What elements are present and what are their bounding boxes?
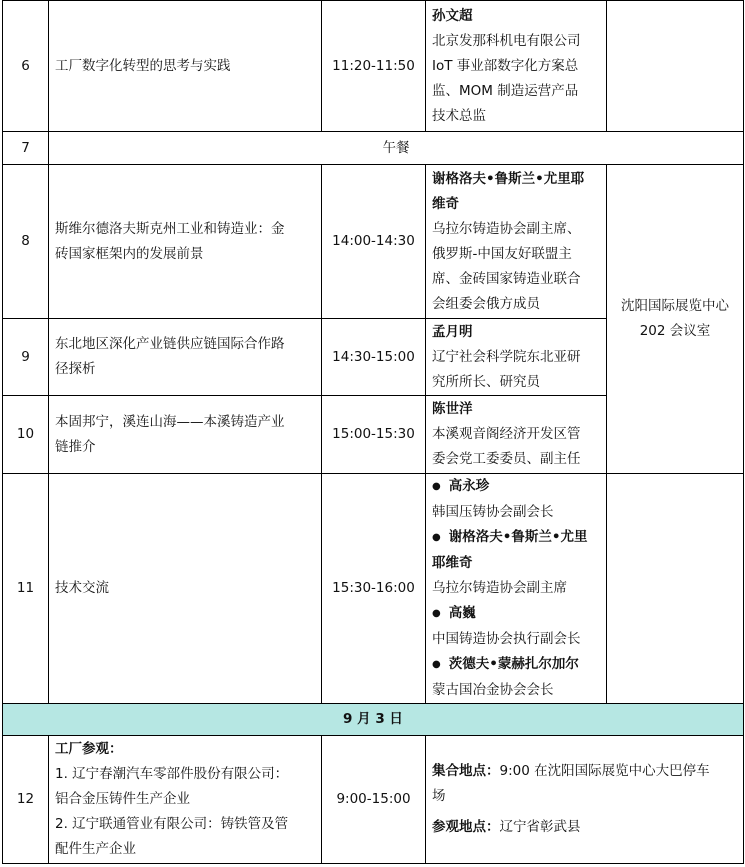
speaker-name: ● 高永珍 bbox=[432, 474, 600, 500]
table-row bbox=[3, 132, 744, 165]
row-topic bbox=[49, 165, 322, 319]
topic-line: 2. 辽宁联通管业有限公司：铸铁管及管 bbox=[55, 816, 289, 832]
speaker-title-line: 技术总监 bbox=[432, 107, 486, 124]
row-speaker bbox=[426, 319, 607, 396]
visit-location-label: 参观地点： bbox=[432, 819, 500, 835]
topic-line: 配件生产企业 bbox=[55, 841, 136, 857]
speaker-title-line: 委会党工委委员、副主任 bbox=[432, 451, 581, 467]
speaker-name: 孟月明 bbox=[432, 323, 473, 340]
row-number: 12 bbox=[3, 736, 49, 864]
row-topic bbox=[49, 736, 322, 864]
speaker-title-line: 乌拉尔铸造协会副主席、 bbox=[432, 220, 581, 237]
speaker-title-line: 究所所长、研究员 bbox=[432, 373, 540, 390]
row-number: 9 bbox=[3, 319, 49, 396]
speaker-name: 耶维奇 bbox=[432, 555, 473, 571]
row-topic bbox=[49, 319, 322, 396]
venue-cell-empty bbox=[607, 1, 744, 132]
row-number: 6 bbox=[3, 1, 49, 132]
venue-cell-empty bbox=[607, 474, 744, 704]
meeting-point-label: 集合地点： bbox=[432, 763, 500, 779]
speaker-title-line: 监、MOM 制造运营产品 bbox=[432, 82, 579, 99]
table-row bbox=[3, 474, 744, 704]
speaker-title-line: IoT 事业部数字化方案总 bbox=[432, 57, 579, 74]
topic-line: 本固邦宁，溪连山海——本溪铸造产业 bbox=[55, 413, 285, 430]
speaker-name: ● 谢格洛夫•鲁斯兰•尤里 bbox=[432, 525, 600, 551]
row-speaker bbox=[426, 165, 607, 319]
venue bbox=[607, 165, 744, 474]
speaker-title-line: 本溪观音阁经济开发区管 bbox=[432, 426, 581, 442]
visit-title: 工厂参观： bbox=[55, 741, 123, 757]
meeting-point-cont: 场 bbox=[432, 788, 446, 804]
table-row bbox=[3, 736, 744, 864]
speaker-title-line: 俄罗斯-中国友好联盟主 bbox=[432, 245, 572, 262]
speaker-name: ● 高巍 bbox=[432, 601, 600, 627]
topic-line: 斯维尔德洛夫斯克州工业和铸造业：金 bbox=[55, 220, 285, 237]
row-number: 7 bbox=[3, 132, 49, 165]
table-row bbox=[3, 165, 744, 319]
row-speaker bbox=[426, 396, 607, 474]
visit-location bbox=[432, 815, 737, 840]
meeting-point bbox=[432, 759, 737, 784]
row-topic: 工厂数字化转型的思考与实践 bbox=[49, 1, 322, 132]
topic-line: 砖国家框架内的发展前景 bbox=[55, 245, 204, 262]
topic-line: 东北地区深化产业链供应链国际合作路 bbox=[55, 336, 285, 352]
row-number: 8 bbox=[3, 165, 49, 319]
schedule-table bbox=[2, 0, 744, 864]
row-topic: 技术交流 bbox=[49, 474, 322, 704]
day-header: 9 月 3 日 bbox=[3, 704, 744, 736]
row-topic bbox=[49, 396, 322, 474]
topic-line: 链推介 bbox=[55, 438, 96, 455]
topic-line: 1. 辽宁春潮汽车零部件股份有限公司： bbox=[55, 766, 289, 782]
speaker-title-line: 席、金砖国家铸造业联合 bbox=[432, 270, 581, 287]
meeting-info bbox=[426, 736, 744, 864]
topic-line: 径探析 bbox=[55, 361, 96, 377]
row-time: 9:00-15:00 bbox=[322, 736, 426, 864]
speaker-title-line: 韩国压铸协会副会长 bbox=[432, 504, 554, 520]
speaker-title-line: 北京发那科机电有限公司 bbox=[432, 32, 581, 49]
speaker-name: 陈世洋 bbox=[432, 401, 473, 417]
table-row bbox=[3, 1, 744, 132]
row-number: 11 bbox=[3, 474, 49, 704]
row-time: 15:00-15:30 bbox=[322, 396, 426, 474]
speaker-title-line: 蒙古国冶金协会会长 bbox=[432, 682, 554, 698]
speaker-name: 孙文超 bbox=[432, 7, 473, 24]
row-speaker bbox=[426, 1, 607, 132]
speaker-title-line: 中国铸造协会执行副会长 bbox=[432, 631, 581, 647]
speaker-name: 维奇 bbox=[432, 195, 459, 212]
speaker-title-line: 辽宁社会科学院东北亚研 bbox=[432, 348, 581, 365]
visit-location-value: 辽宁省彰武县 bbox=[499, 819, 581, 835]
row-time: 11:20-11:50 bbox=[322, 1, 426, 132]
venue-line: 202 会议室 bbox=[639, 323, 711, 339]
topic-line: 铝合金压铸件生产企业 bbox=[55, 791, 190, 807]
row-speakers bbox=[426, 474, 607, 704]
lunch-break: 午餐 bbox=[49, 132, 744, 165]
speaker-name: ● 茨德夫•蒙赫扎尔加尔 bbox=[432, 652, 600, 678]
speaker-title-line: 乌拉尔铸造协会副主席 bbox=[432, 580, 567, 596]
meeting-point-value: 9:00 在沈阳国际展览中心大巴停车 bbox=[499, 763, 710, 779]
venue-line: 沈阳国际展览中心 bbox=[621, 298, 729, 314]
day-header-row bbox=[3, 704, 744, 736]
row-time: 14:30-15:00 bbox=[322, 319, 426, 396]
row-time: 15:30-16:00 bbox=[322, 474, 426, 704]
speaker-name: 谢格洛夫•鲁斯兰•尤里耶 bbox=[432, 170, 585, 187]
speaker-title-line: 会组委会俄方成员 bbox=[432, 295, 540, 312]
row-time: 14:00-14:30 bbox=[322, 165, 426, 319]
row-number: 10 bbox=[3, 396, 49, 474]
